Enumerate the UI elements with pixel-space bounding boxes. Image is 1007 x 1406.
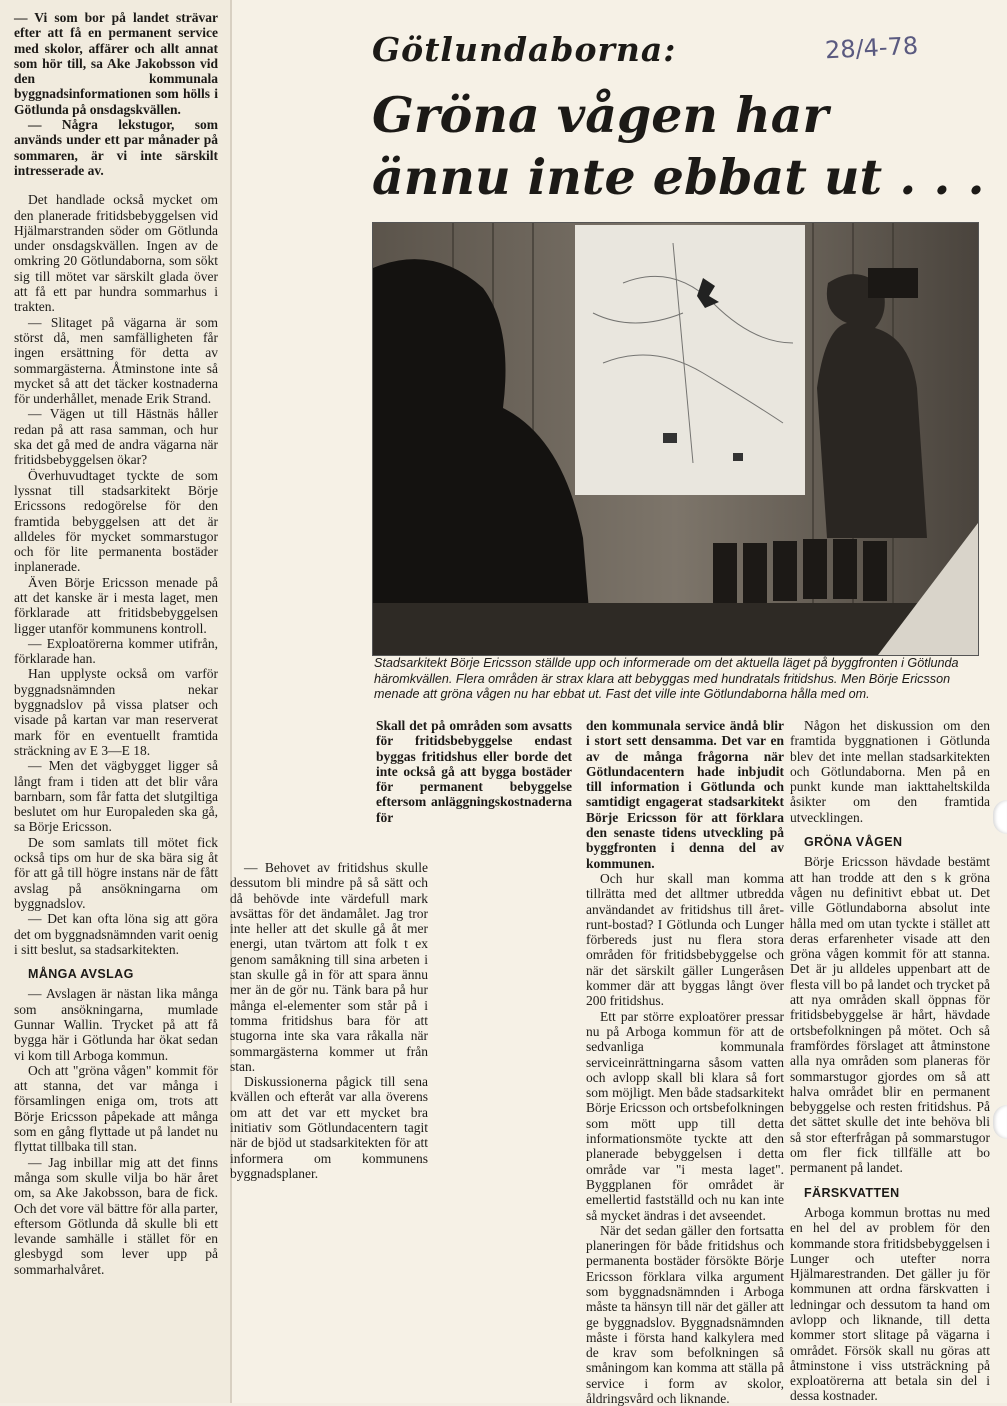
paragraph: — Några lekstugor, som används under ett par månader på sommaren, är vi inte särskilt intresserade av. xyxy=(14,117,218,178)
paragraph: — Men det vägbygget ligger så långt fram i tiden att det blir våra barnbarn, som får fatta det slutgiltiga beslutet om hur Europaleden ska gå, sa Börje Ericsson. xyxy=(14,758,218,835)
subheading: GRÖNA VÅGEN xyxy=(804,835,903,850)
column-3 xyxy=(376,718,572,825)
paragraph: Arboga kommun brottas nu med en hel del av problem för den kommande stora fritidsbebyggelsen i Lunger och utefter norra Hjälmarestranden. Det gäller ju för kommunen att ordna färskvatten i ledningar och dessutom ta hand om avlopp och liknande, till detta kommer stort slitage på vägarna i området. Försök skall nu göras att åtminstone i viss utsträckning på exploatörerna att betala sin del i dessa kostnader. xyxy=(790,1204,990,1404)
handwritten-date: 28/4-78 xyxy=(824,31,919,65)
headline xyxy=(372,84,992,208)
paragraph: Och hur skall man komma tillrätta med det alltmer utbredda användandet av fritidshus till året-runt-bostad? I Götlunda och Lunger förbereds just nu flera stora områden för fritidsbebyggelse och när det särskilt gäller Lungeråsen kommer där att byggas långt över 200 fritidshus. xyxy=(586,870,784,1009)
paragraph: Börje Ericsson hävdade bestämt att han trodde att den s k gröna vågen nu definitivt ebbat ut. Det ville Götlundaborna absolut inte hålla med om utan tyckte i stället att deras erfarenheter visade att den gröna vågen kommit för att stanna. Det är ju alldeles uppenbart att de flesta vill bo på landet och trycket på att nya områden skall öppnas för fritidsbebyggelse är hårt, hävdade ortsbefolkningen på mötet. Och så framfördes förslaget att åtminstone alla nya områden som planeras för sommarstugor gjordes om så att halva området blir en permanent bebyggelse och resten fritidshus. På det sättet skulle det inte behöva bli så stor efterfrågan på sommarstugor om fler fick tillfälle att bo permanent på landet. xyxy=(790,854,990,1176)
subheading: FÄRSKVATTEN xyxy=(804,1185,900,1200)
photo-caption: Stadsarkitekt Börje Ericsson ställde upp och informerade om det aktuella läget på byggfronten i Götlunda häromkvällen. Flera områden är strax klara att bebyggas med hundratals fritidshus. Men Börje Ericsson menade att gröna vågen nu har ebbat ut. Fast det ville inte Götlundaborna hålla med om. xyxy=(374,656,959,701)
paragraph: — Behovet av fritidshus skulle dessutom bli mindre på så sätt och då behövde inte värdefull mark avsättas för det ändamålet. Jag tror inte heller att det skulle gå åt mer energi, utan tvärtom att folk t ex genom samåkning till sina arbeten i stan skulle gå in för att spara ännu mer än de gör nu. Tänk bara på hur många el-elementer som står på i tomma fritidshus bara för att stugorna inte ska vara råkalla när sommargästerna kommer ut från stan. xyxy=(230,860,428,1074)
punch-hole xyxy=(993,800,1007,834)
paragraph: Och att "gröna vågen" kommit för att stanna, det var många i församlingen eniga om, trots att Börje Ericsson påpekade att många som en gång flyttade ut på landet nu flyttat tillbaka till stan. xyxy=(14,1062,218,1155)
article-photo xyxy=(372,222,979,656)
punch-hole xyxy=(993,1105,1007,1139)
paragraph: Diskussionerna pågick till sena kvällen och efteråt var alla överens om att det var ett mycket bra initiativ som Götlundacentern tagit när de bjöd ut stadsarkitekten för att informera om kommunens byggnadsplaner. xyxy=(230,1074,428,1181)
paragraph: — Slitaget på vägarna är som störst då, men samfälligheten får ingen ersättning för detta av sommargästerna. Åtminstone inte så mycket så att det täcker kostnaderna för underhållet, menade Erik Strand. xyxy=(14,314,218,407)
paragraph: — Avslagen är nästan lika många som ansökningarna, mumlade Gunnar Wallin. Trycket på att få bygga här i Götlunda har ökat sedan vi kom till Arboga kommun. xyxy=(14,986,218,1063)
column-4 xyxy=(586,718,784,1406)
paragraph: När det sedan gäller den fortsatta planeringen för både fritidshus och permanenta bostäder försökte Börje Ericsson förklara vilka argument som byggnadsnämnden i Arboga måste ta hänsyn till när det gäller att ge byggnadslov. Byggnadsnämnden måste i första hand kalkylera med de krav som befolkningen så småningom kan komma att ställa på service i form av skolor, åldringsvård och liknande. xyxy=(586,1222,784,1406)
photo-illustration xyxy=(373,223,978,655)
subheading: MÅNGA AVSLAG xyxy=(28,967,134,982)
paragraph: — Det kan ofta löna sig att göra det om byggnadsnämnden varit oenig i sitt beslut, sa stadsarkitekten. xyxy=(14,911,218,957)
paragraph: — Vägen ut till Hästnäs håller redan på att rasa samman, och hur ska det gå med de andra vägarna när fritidsbebyggelsen ökar? xyxy=(14,406,218,468)
paragraph: Överhuvudtaget tyckte de som lyssnat till stadsarkitekt Börje Ericssons redogörelse för den framtida bebyggelsen att det är alldeles för mycket sommarstugor och för lite permanenta bostäder inplanerade. xyxy=(14,467,218,575)
kicker: Götlundaborna: xyxy=(372,30,677,69)
paragraph: De som samlats till mötet fick också tips om hur de ska bära sig åt för att gå till högre instans när de fått avslag på ansökningarna om byggnadslov. xyxy=(14,834,218,911)
paragraph: Det handlade också mycket om den planerade fritidsbebyggelsen vid Hjälmarstranden söder om Götlunda under onsdagskvällen. Ingen av de omkring 20 Götlundaborna, som sökt sig till mötet var särskilt glada över att få ett par hundra sommarhus i trakten. xyxy=(14,192,218,315)
paragraph: — Jag inbillar mig att det finns många som skulle vilja bo här året om, sa Ake Jakobsson, bara de fick. Och det vore väl bättre för alla parter, eftersom Götlunda då skulle bli ett levande samhälle i stället för en glesbygd som lever upp på sommarhalvåret. xyxy=(14,1154,218,1277)
paragraph: Även Börje Ericsson menade på att det kanske är i mesta laget, men förklarade att fritidsbebyggelsen ligger utanför kommunens kontroll. xyxy=(14,574,218,636)
paragraph: Någon het diskussion om den framtida byggnationen i Götlunda blev det inte mellan stadsarkitekten och Götlundaborna. Men på en punkt kunde man iakttaheltskilda åsikter om den framtida utvecklingen. xyxy=(790,718,990,825)
paragraph: — Exploatörerna kommer utifrån, förklarade han. xyxy=(14,635,218,667)
lead-paragraph: Skall det på områden som avsatts för fritidsbebyggelse endast byggas fritidshus eller borde det inte också gå att bygga bostäder för permanent bebyggelse eftersom anläggningskostnaderna för xyxy=(376,718,572,825)
column-2 xyxy=(230,860,428,1181)
lead-paragraph: den kommunala service ändå blir i stort sett densamma. Det var en av de många frågorna när Götlundacentern hade inbjudit till information i Götlunda och samtidigt engagerat stadsarkitekt Börje Ericsson för att förklara den senaste tidens utveckling på byggfronten i denna del av kommunen. xyxy=(586,718,784,871)
column-1 xyxy=(14,10,218,1277)
paragraph: Ett par större exploatörer pressar nu på Arboga kommun för att de sedvanliga kommunala serviceinrättningarna såsom vatten och avlopp skall bli klara så fort som möjligt. Men både stadsarkitekt Börje Ericsson och ortsbefolkningen som mött upp till detta informationsmöte tyckte att den planerade bebyggelsen i detta område var "i mesta laget". Byggplanen för området är emellertid fastställd och nu kan inte så mycket ändras i det avseendet. xyxy=(586,1008,784,1223)
headline-line: ännu inte ebbat ut . . . xyxy=(372,148,985,206)
headline-line: Gröna vågen har xyxy=(372,86,829,144)
column-5 xyxy=(790,718,990,1404)
paragraph: Han upplyste också om varför byggnadsnämnden nekar byggnadslov på vissa platser och visade på kartan var man reserverat mark för en eventuellt framtida sträckning av E 3—E 18. xyxy=(14,666,218,758)
paragraph: — Vi som bor på landet strävar efter att få en permanent service med skolor, affärer och allt annat som hör till, sa Ake Jakobsson vid den kommunala byggnadsinformationen som hölls i Götlunda på onsdagskvällen. xyxy=(14,10,218,117)
